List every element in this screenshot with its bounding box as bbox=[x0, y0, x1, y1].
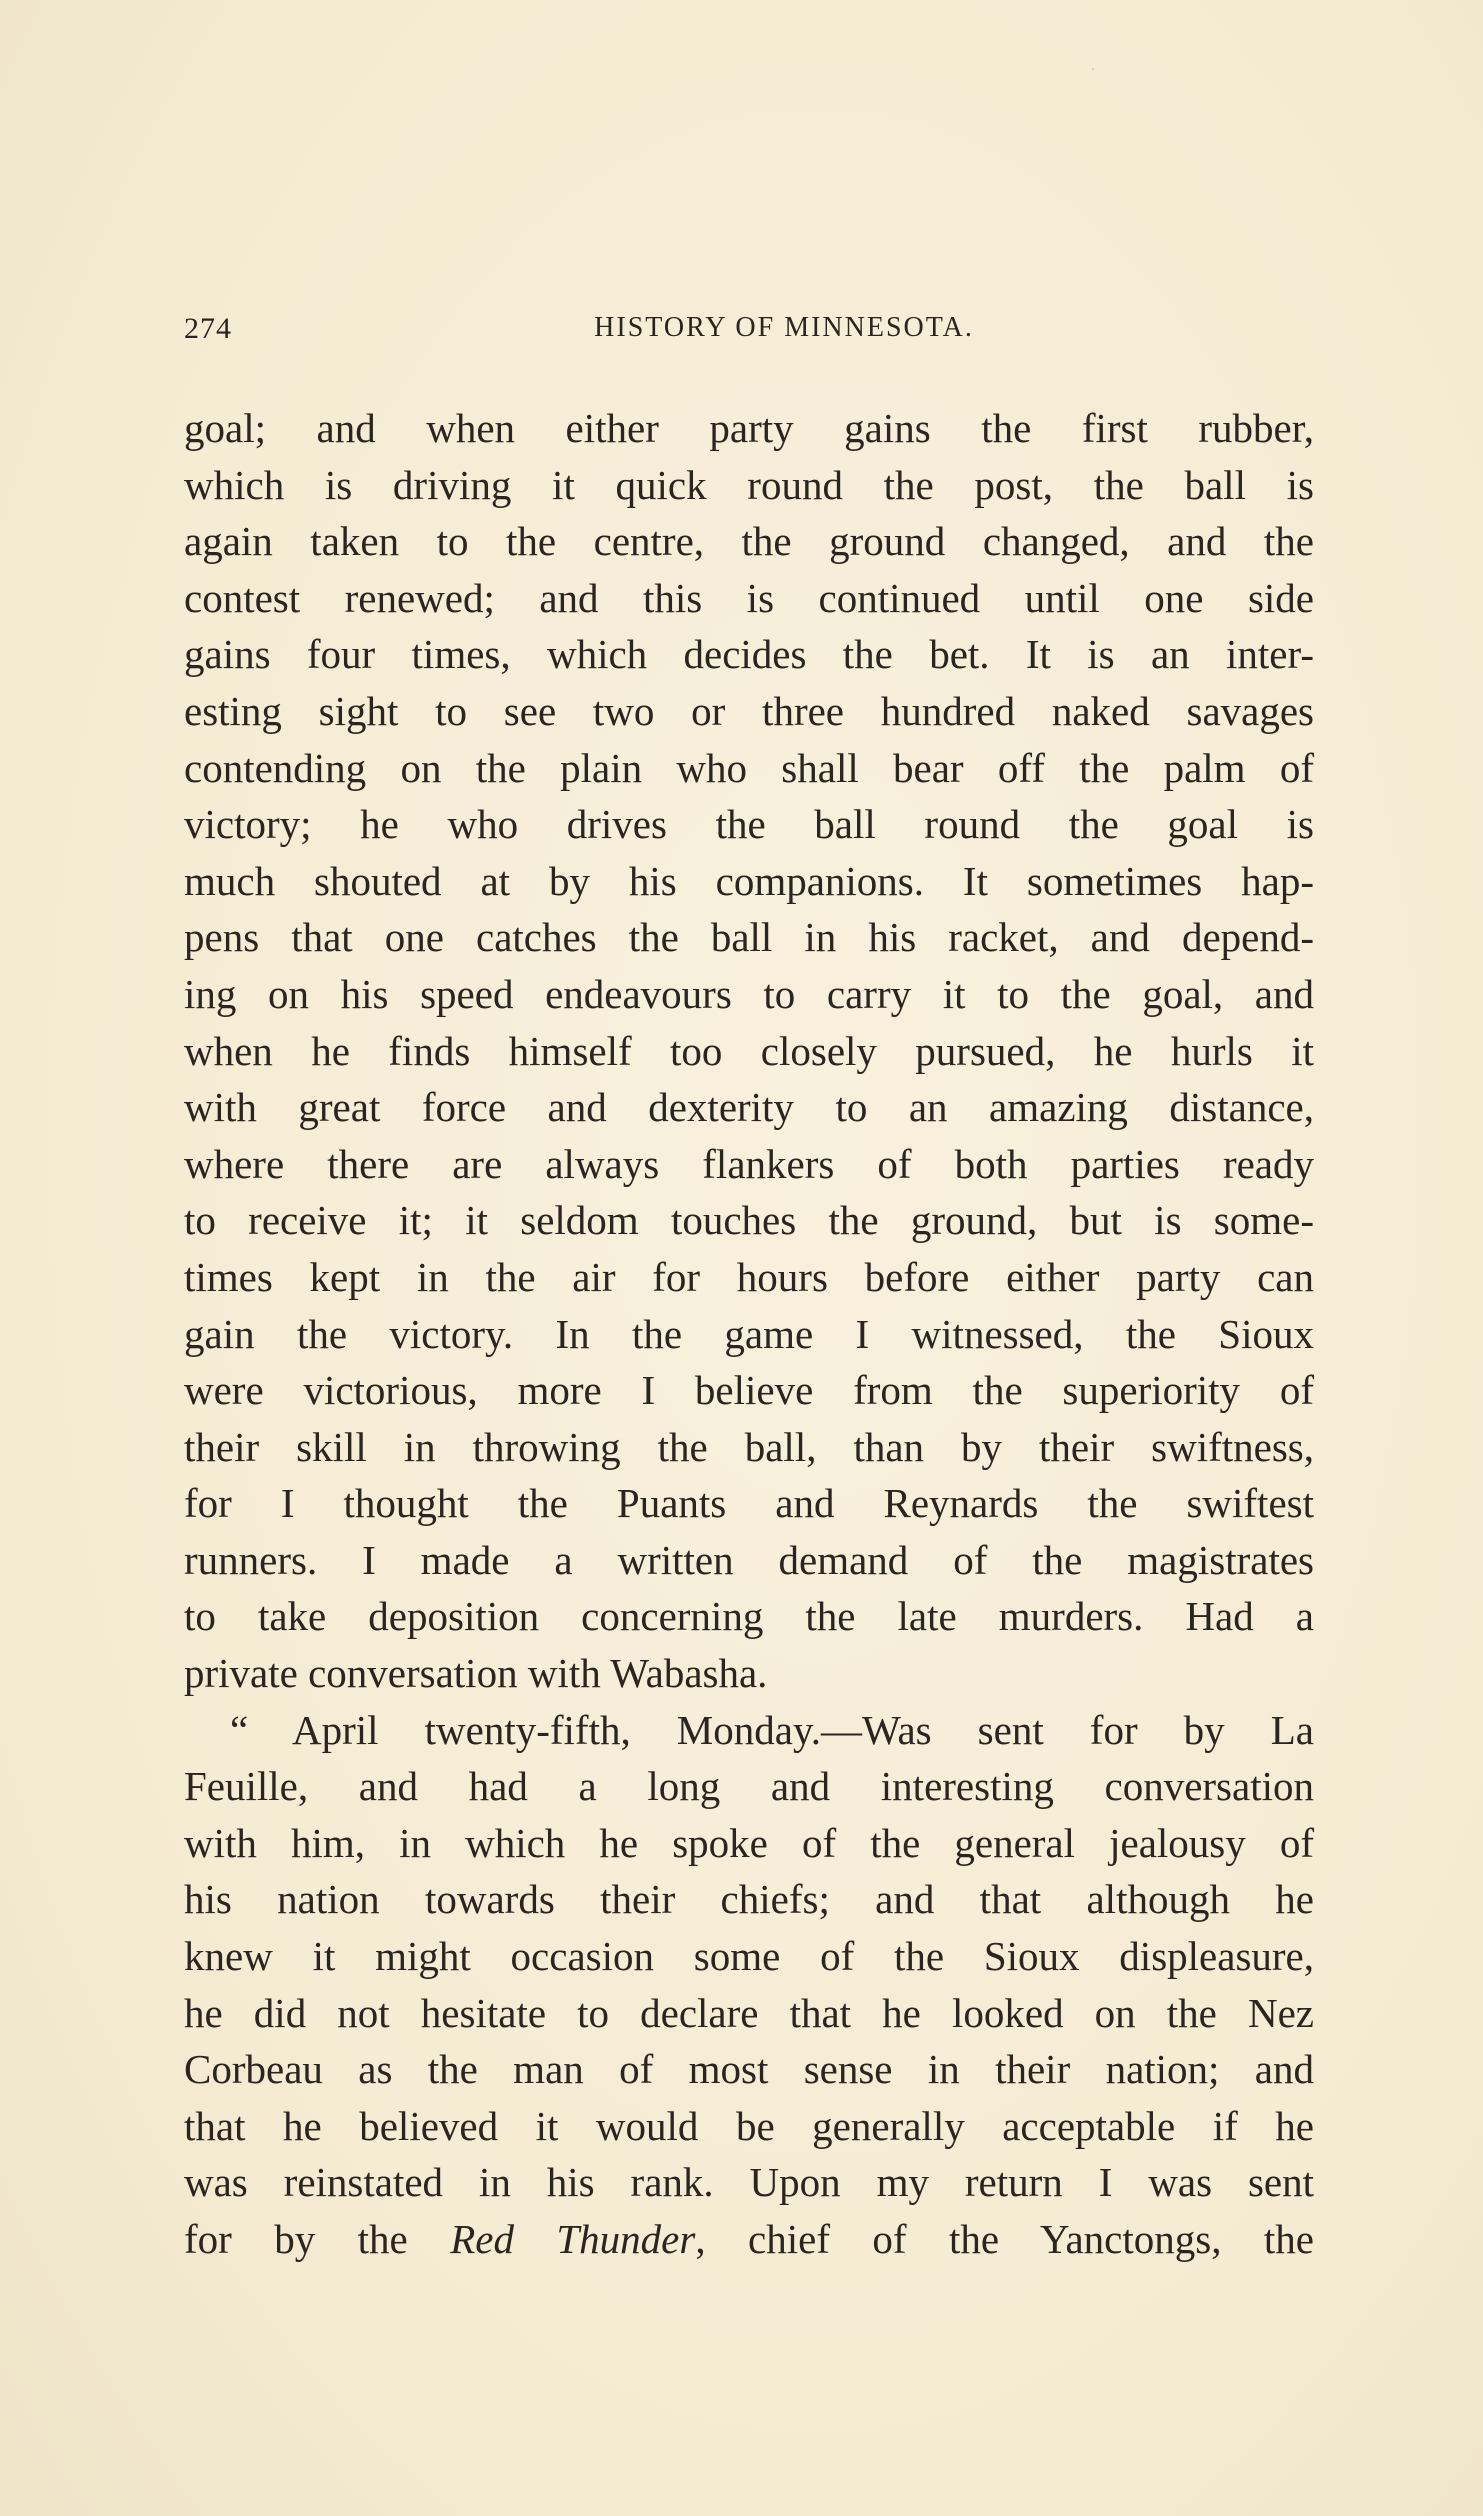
paragraph-start-line: “ April twenty-fifth, Monday.—Was sent for by La bbox=[230, 1706, 1314, 1753]
line-text-after: , chief of the Yanctongs, the bbox=[695, 2216, 1315, 2262]
running-title: HISTORY OF MINNESOTA. bbox=[594, 312, 974, 343]
text-line: their skill in throwing the ball, than by their swiftness, bbox=[184, 1423, 1314, 1470]
text-line: runners. I made a written demand of the magistrates bbox=[184, 1536, 1314, 1583]
text-line: times kept in the air for hours before either party can bbox=[184, 1253, 1314, 1300]
text-line: his nation towards their chiefs; and that although he bbox=[184, 1876, 1314, 1923]
text-line: victory; he who drives the ball round the goal is bbox=[184, 801, 1314, 848]
text-line-with-italic bbox=[184, 2211, 1314, 2268]
text-line: Feuille, and had a long and interesting conversation bbox=[184, 1763, 1314, 1810]
text-line: again taken to the centre, the ground changed, and the bbox=[184, 518, 1314, 565]
text-line: contest renewed; and this is continued until one side bbox=[184, 574, 1314, 621]
text-line: when he finds himself too closely pursued, he hurls it bbox=[184, 1027, 1314, 1074]
body-text bbox=[184, 400, 1314, 2268]
text-line: was reinstated in his rank. Upon my return I was sent bbox=[184, 2159, 1314, 2206]
running-head bbox=[184, 312, 1314, 352]
text-line: pens that one catches the ball in his racket, and depend- bbox=[184, 914, 1314, 961]
text-line: goal; and when either party gains the first rubber, bbox=[184, 405, 1314, 451]
text-line: esting sight to see two or three hundred naked savages bbox=[184, 687, 1314, 734]
text-line: he did not hesitate to declare that he looked on the Nez bbox=[184, 1989, 1314, 2036]
text-line: to receive it; it seldom touches the ground, but is some- bbox=[184, 1197, 1314, 1244]
text-line: where there are always flankers of both parties ready bbox=[184, 1140, 1314, 1187]
text-line: Corbeau as the man of most sense in their nation; and bbox=[184, 2046, 1314, 2093]
page-number: 274 bbox=[184, 312, 232, 345]
text-line: to take deposition concerning the late murders. Had a bbox=[184, 1593, 1314, 1640]
text-line: gain the victory. In the game I witnessed, the Sioux bbox=[184, 1310, 1314, 1357]
text-line: that he believed it would be generally acceptable if he bbox=[184, 2102, 1314, 2149]
text-line: with great force and dexterity to an amazing distance, bbox=[184, 1084, 1314, 1131]
line-text-before: for by the bbox=[184, 2216, 451, 2262]
text-line: ing on his speed endeavours to carry it to the goal, and bbox=[184, 970, 1314, 1017]
italic-name: Red Thunder bbox=[450, 2216, 696, 2262]
text-line: contending on the plain who shall bear off the palm of bbox=[184, 744, 1314, 791]
text-line: for I thought the Puants and Reynards the swiftest bbox=[184, 1480, 1314, 1527]
text-line: knew it might occasion some of the Sioux displeasure, bbox=[184, 1933, 1314, 1980]
text-line: with him, in which he spoke of the general jealousy of bbox=[184, 1819, 1314, 1866]
text-line: were victorious, more I believe from the superiority of bbox=[184, 1367, 1314, 1414]
text-line: which is driving it quick round the post, the ball is bbox=[184, 461, 1314, 508]
paragraph-end-line: private conversation with Wabasha. bbox=[184, 1650, 768, 1697]
text-line: much shouted at by his companions. It sometimes hap- bbox=[184, 857, 1314, 904]
text-line: gains four times, which decides the bet. It is an inter- bbox=[184, 631, 1314, 678]
paper-speck bbox=[1092, 68, 1094, 70]
